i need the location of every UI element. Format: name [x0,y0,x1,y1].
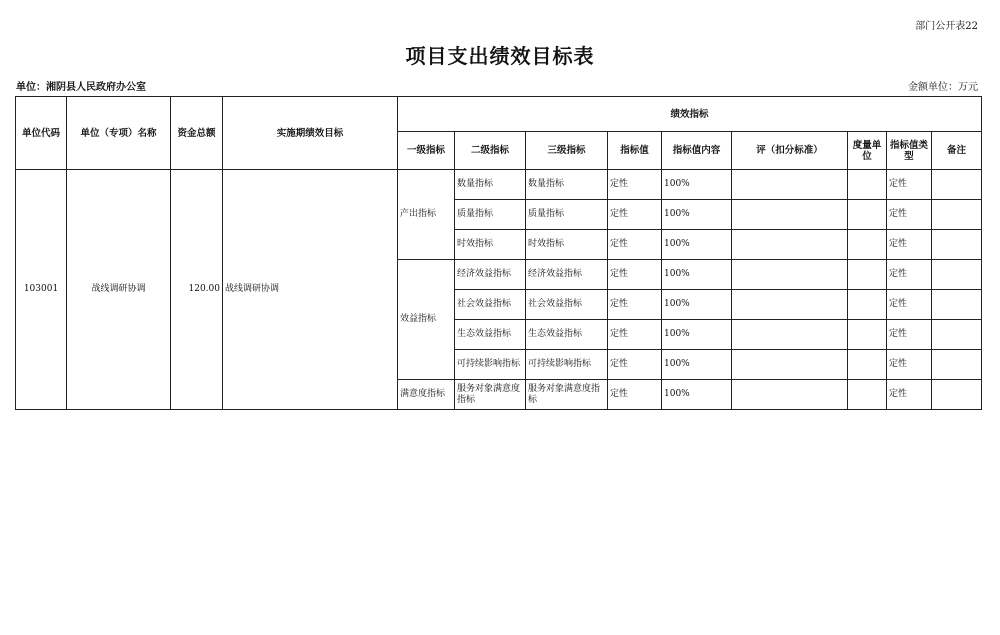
cell-measure-unit [848,350,887,380]
col-level3: 三级指标 [526,132,608,170]
cell-goal: 战线调研协调 [223,170,398,410]
page-title: 项目支出绩效目标表 [405,44,595,68]
cell-criteria [732,380,848,410]
cell-content: 100% [662,170,732,200]
cell-level3: 可持续影响指标 [526,350,608,380]
performance-table [15,96,982,410]
cell-level2: 可持续影响指标 [455,350,526,380]
cell-criteria [732,350,848,380]
cell-measure-unit [848,380,887,410]
col-unit-code: 单位代码 [16,97,67,170]
cell-level2: 生态效益指标 [455,320,526,350]
cell-content: 100% [662,200,732,230]
cell-level3: 时效指标 [526,230,608,260]
table-row [16,170,982,200]
cell-criteria [732,290,848,320]
cell-level3: 服务对象满意度指标 [526,380,608,410]
col-level1: 一级指标 [398,132,455,170]
cell-measure-unit [848,320,887,350]
cell-value-type: 定性 [887,200,932,230]
cell-level2: 经济效益指标 [455,260,526,290]
cell-level3: 数量指标 [526,170,608,200]
cell-content: 100% [662,350,732,380]
cell-value: 定性 [608,350,662,380]
col-remark: 备注 [932,132,982,170]
cell-value-type: 定性 [887,380,932,410]
cell-remark [932,170,982,200]
cell-level3: 生态效益指标 [526,320,608,350]
cell-total-funds: 120.00 [171,170,223,410]
cell-level3: 质量指标 [526,200,608,230]
cell-remark [932,350,982,380]
cell-content: 100% [662,260,732,290]
cell-criteria [732,230,848,260]
cell-remark [932,230,982,260]
cell-value: 定性 [608,170,662,200]
col-criteria: 评（扣分标准） [732,132,848,170]
cell-value: 定性 [608,200,662,230]
cell-content: 100% [662,290,732,320]
cell-measure-unit [848,170,887,200]
cell-level3: 经济效益指标 [526,260,608,290]
cell-content: 100% [662,230,732,260]
cell-level1: 效益指标 [398,260,455,380]
cell-content: 100% [662,320,732,350]
cell-criteria [732,260,848,290]
cell-value: 定性 [608,290,662,320]
unit-label: 单位：湘阴县人民政府办公室 [16,82,146,93]
cell-remark [932,260,982,290]
col-measure-unit: 度量单位 [848,132,887,170]
cell-level1: 产出指标 [398,170,455,260]
cell-criteria [732,320,848,350]
cell-value-type: 定性 [887,260,932,290]
cell-level2: 服务对象满意度指标 [455,380,526,410]
cell-value: 定性 [608,320,662,350]
cell-remark [932,380,982,410]
cell-remark [932,290,982,320]
cell-criteria [732,170,848,200]
amount-unit-label: 金额单位：万元 [908,82,978,93]
cell-remark [932,200,982,230]
cell-measure-unit [848,230,887,260]
cell-measure-unit [848,260,887,290]
cell-value: 定性 [608,230,662,260]
cell-level1: 满意度指标 [398,380,455,410]
cell-project-name: 战线调研协调 [67,170,171,410]
cell-level2: 社会效益指标 [455,290,526,320]
cell-criteria [732,200,848,230]
cell-value-type: 定性 [887,320,932,350]
col-perf-group: 绩效指标 [398,97,982,132]
cell-level2: 时效指标 [455,230,526,260]
cell-value-type: 定性 [887,230,932,260]
cell-value: 定性 [608,380,662,410]
cell-level2: 质量指标 [455,200,526,230]
cell-level2: 数量指标 [455,170,526,200]
col-goal: 实施期绩效目标 [223,97,398,170]
cell-unit-code: 103001 [16,170,67,410]
cell-measure-unit [848,200,887,230]
col-level2: 二级指标 [455,132,526,170]
cell-value-type: 定性 [887,170,932,200]
cell-remark [932,320,982,350]
header-row-top [16,97,982,132]
col-value-type: 指标值类型 [887,132,932,170]
cell-content: 100% [662,380,732,410]
col-total-funds: 资金总额 [171,97,223,170]
cell-value-type: 定性 [887,290,932,320]
cell-level3: 社会效益指标 [526,290,608,320]
cell-value-type: 定性 [887,350,932,380]
table-number: 部门公开表22 [915,21,978,32]
col-unit-project: 单位（专项）名称 [67,97,171,170]
cell-value: 定性 [608,260,662,290]
col-content: 指标值内容 [662,132,732,170]
cell-measure-unit [848,290,887,320]
col-value: 指标值 [608,132,662,170]
